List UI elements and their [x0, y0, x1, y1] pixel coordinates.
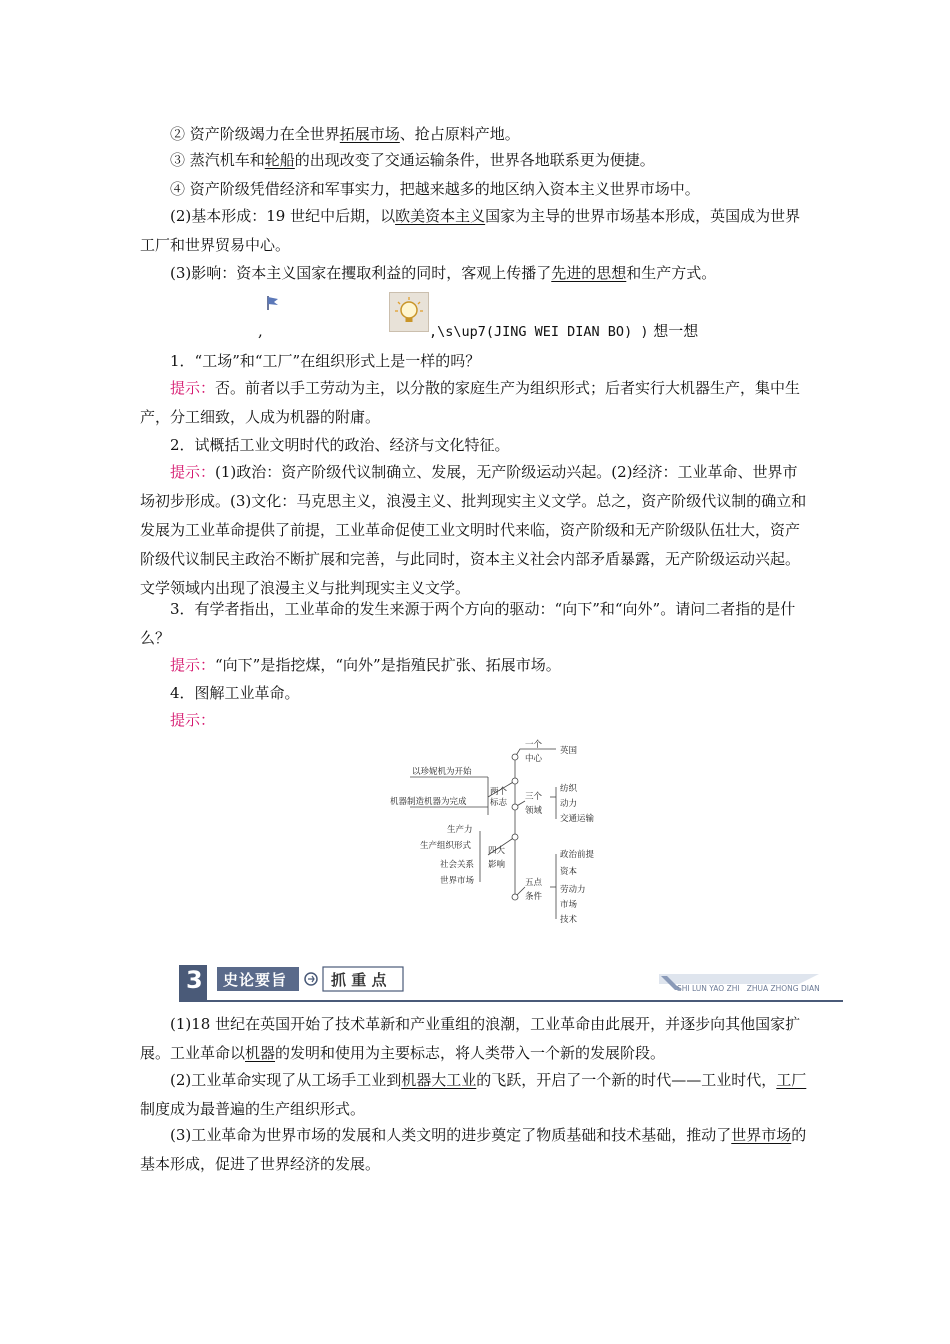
field-2: 动力 — [560, 799, 578, 809]
biaozhi-bot: 标志 — [490, 798, 508, 808]
field-top: 三个 — [525, 792, 543, 802]
impact-1: 生产力 — [447, 825, 473, 835]
banner-title: 史论要旨 — [223, 971, 288, 989]
answer-1: 提示：否。前者以手工劳动为主，以分散的家庭生产为组织形式；后者实行大机器生产，集中生产，分工细致，人成为机器的附庸。 — [140, 379, 801, 426]
bulb-icon — [389, 292, 429, 332]
answer-4: 提示： — [170, 711, 216, 729]
point-3: (3)工业革命为世界市场的发展和人类文明的进步奠定了物质基础和技术基础，推动了世界市场的基本形成，促进了世界经济的发展。 — [140, 1126, 807, 1173]
flag-icon — [266, 295, 280, 315]
cond-5: 技术 — [560, 915, 578, 925]
biaozhi-top: 两个 — [490, 787, 508, 797]
cond-1: 政治前提 — [560, 850, 595, 860]
impact-2: 生产组织形式 — [420, 841, 472, 851]
answer-3: 提示：“向下”是指挖煤，“向外”是指殖民扩张、拓展市场。 — [170, 656, 561, 674]
cond-bot: 条件 — [525, 892, 543, 902]
point-2: (2)工业革命实现了从工场手工业到机器大工业的飞跃，开启了一个新的时代——工业时代，工厂制度成为最普遍的生产组织形式。 — [140, 1071, 807, 1118]
center-item: 英国 — [560, 746, 578, 756]
cond-3: 劳动力 — [560, 885, 586, 895]
banner-pinyin: SHI LUN YAO ZHI ZHUA ZHONG DIAN — [677, 984, 820, 993]
impact-4: 世界市场 — [440, 876, 475, 886]
market-item-4: ④ 资产阶级凭借经济和军事实力，把越来越多的地区纳入资本主义世界市场中。 — [170, 180, 700, 198]
market-impact: (3)影响：资本主义国家在攫取利益的同时，客观上传播了先进的思想和生产方式。 — [170, 264, 717, 282]
sign-2: 机器制造机器为完成 — [390, 797, 467, 807]
think-header: ,\s\up7(JING WEI DIAN BO) ) 想一想 — [429, 322, 699, 340]
yingxiang-bot: 影响 — [488, 860, 506, 870]
field-3: 交通运输 — [560, 814, 595, 824]
market-basic: (2)基本形成：19 世纪中后期，以欧美资本主义国家为主导的世界市场基本形成，英国成为世界工厂和世界贸易中心。 — [140, 207, 801, 254]
yingxiang-top: 四大 — [488, 846, 506, 856]
section-banner — [179, 964, 843, 1002]
industrial-revolution-diagram — [380, 737, 620, 932]
center-bot: 中心 — [525, 754, 543, 764]
center-top: 一个 — [525, 740, 543, 750]
think-comma: , — [258, 322, 263, 340]
answer-2: 提示：(1)政治：资产阶级代议制确立、发展，无产阶级运动兴起。(2)经济：工业革命、世界市场初步形成。(3)文化：马克思主义，浪漫主义、批判现实主义文学。总之，资产阶级代议制的确立和发展为工业革命提供了前提，工业革命促使工业文明时代来临，资产阶级和无产阶级队伍壮大，资产阶级代议制民主政治不断扩展和完善，与此同时，资本主义社会内部矛盾暴露，无产阶级运动兴起。文学领域内出现了浪漫主义与批判现实主义文学。 — [140, 463, 807, 597]
question-3: 3．有学者指出，工业革命的发生来源于两个方向的驱动：“向下”和“向外”。请问二者指的是什么？ — [140, 600, 796, 647]
field-1: 纺织 — [560, 784, 578, 794]
market-item-2: ② 资产阶级竭力在全世界拓展市场、抢占原料产地。 — [170, 125, 520, 143]
cond-4: 市场 — [560, 900, 578, 910]
sign-1: 以珍妮机为开始 — [412, 767, 472, 777]
banner-num: 3 — [186, 966, 203, 994]
impact-3: 社会关系 — [440, 860, 475, 870]
cond-top: 五点 — [525, 878, 543, 888]
question-4: 4．图解工业革命。 — [170, 684, 300, 702]
field-bot: 领域 — [525, 806, 543, 816]
point-1: (1)18 世纪在英国开始了技术革新和产业重组的浪潮，工业革命由此展开，并逐步向其他国家扩展。工业革命以机器的发明和使用为主要标志，将人类带入一个新的发展阶段。 — [140, 1015, 801, 1062]
banner-tag: 抓 重 点 — [331, 971, 387, 989]
cond-2: 资本 — [560, 867, 578, 877]
question-1: 1．“工场”和“工厂”在组织形式上是一样的吗？ — [170, 352, 481, 370]
question-2: 2．试概括工业文明时代的政治、经济与文化特征。 — [170, 436, 510, 454]
market-item-3: ③ 蒸汽机车和轮船的出现改变了交通运输条件，世界各地联系更为便捷。 — [170, 151, 655, 169]
